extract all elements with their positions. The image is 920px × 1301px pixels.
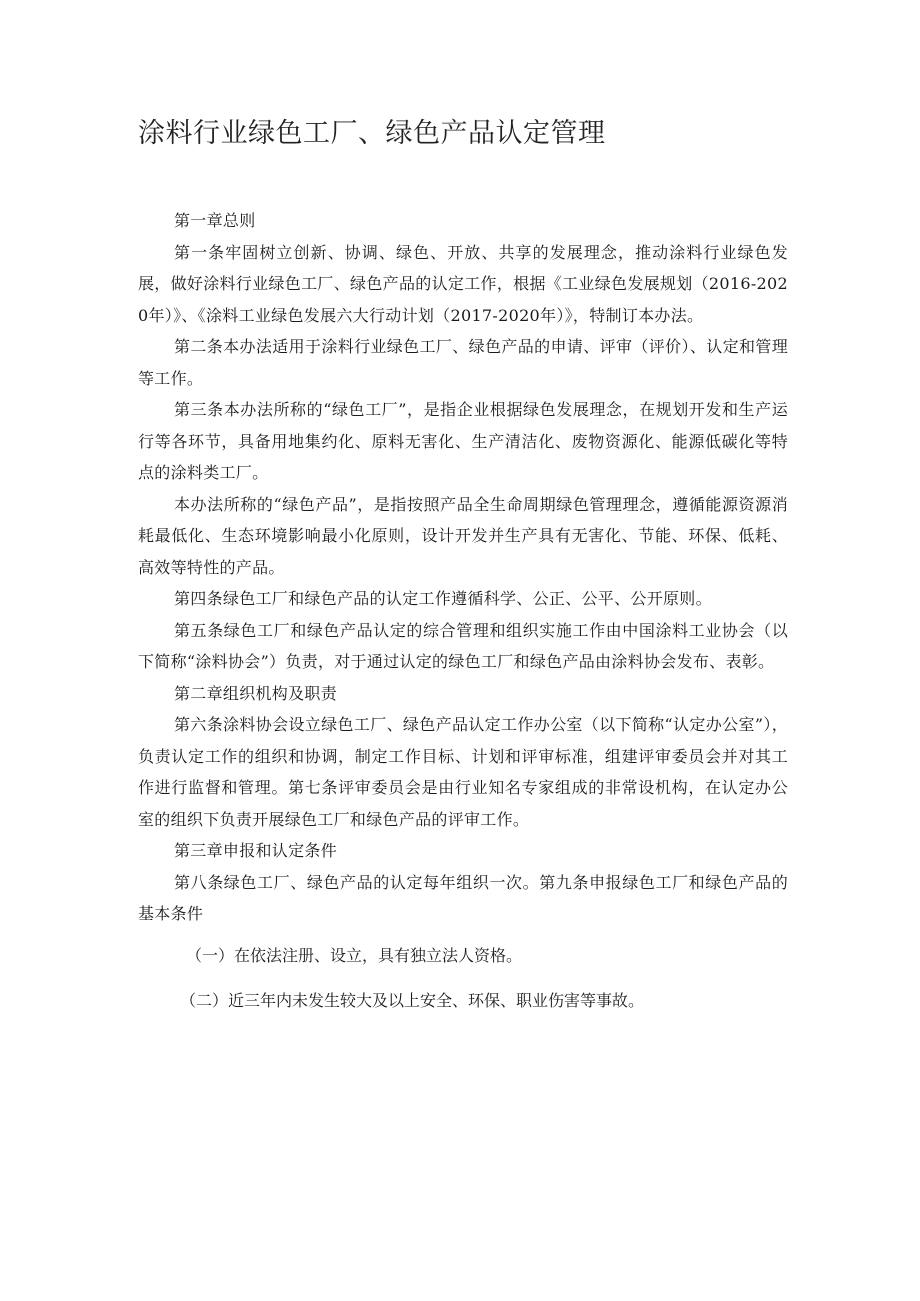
condition-item-1: （一）在依法注册、设立，具有独立法人资格。 [186,945,523,965]
chapter-3-heading: 第三章申报和认定条件 [174,841,338,860]
article-5-paragraph: 第五条绿色工厂和绿色产品认定的综合管理和组织实施工作由中国涂料工业协会（以下简称“涂料协会”）负责，对于通过认定的绿色工厂和绿色产品由涂料协会发布、表彰。 [138,620,788,671]
chapter-1-heading: 第一章总则 [174,211,256,230]
condition-item-2: （二）近三年内未发生较大及以上安全、环保、职业伤害等事故。 [180,991,645,1010]
article-1-paragraph: 第一条牢固树立创新、协调、绿色、开放、共享的发展理念，推动涂料行业绿色发展，做好涂料行业绿色工厂、绿色产品的认定工作，根据《工业绿色发展规划（2016-2020年）》、《涂料工业绿色发展六大行动计划（2017-2020年）》，特制订本办法。 [138,242,788,325]
article-6-7-paragraph: 第六条涂料协会设立绿色工厂、绿色产品认定工作办公室（以下简称“认定办公室”），负责认定工作的组织和协调，制定工作目标、计划和评审标准，组建评审委员会并对其工作进行监督和管理。第七条评审委员会是由行业知名专家组成的非常设机构，在认定办公室的组织下负责开展绿色工厂和绿色产品的评审工作。 [138,715,788,829]
article-2-paragraph: 第二条本办法适用于涂料行业绿色工厂、绿色产品的申请、评审（评价）、认定和管理等工作。 [138,337,788,388]
green-product-definition-paragraph: 本办法所称的“绿色产品”，是指按照产品全生命周期绿色管理理念，遵循能源资源消耗最低化、生态环境影响最小化原则，设计开发并生产具有无害化、节能、环保、低耗、高效等特性的产品。 [138,494,788,577]
article-8-9-paragraph: 第八条绿色工厂、绿色产品的认定每年组织一次。第九条申报绿色工厂和绿色产品的基本条件 [138,872,788,923]
chapter-2-heading: 第二章组织机构及职责 [174,683,338,703]
document-body [138,205,788,1017]
article-3-paragraph: 第三条本办法所称的“绿色工厂”，是指企业根据绿色发展理念，在规划开发和生产运行等各环节，具备用地集约化、原料无害化、生产清洁化、废物资源化、能源低碳化等特点的涂料类工厂。 [138,400,788,482]
article-4-paragraph: 第四条绿色工厂和绿色产品的认定工作遵循科学、公正、公平、公开原则。 [174,589,712,608]
document-title: 涂料行业绿色工厂、绿色产品认定管理 [138,118,606,149]
